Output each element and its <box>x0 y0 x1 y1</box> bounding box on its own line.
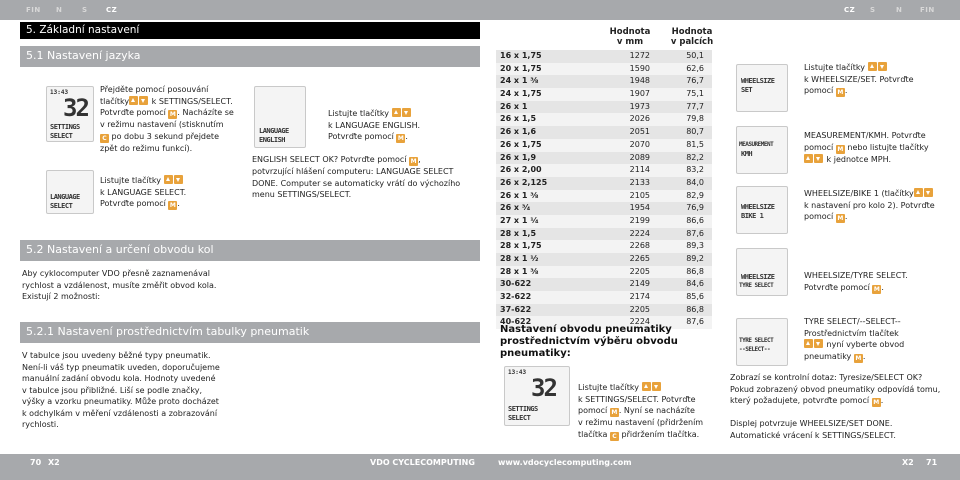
lcd-wheelsize-set <box>736 64 788 112</box>
m-key-icon: M <box>837 89 844 96</box>
block-title: Nastavení obvodu pneumatiky prostřednictvím výběru obvodu pneumatiky: <box>500 324 678 359</box>
lcd-line: MEASUREMENT <box>739 141 774 148</box>
top-bar-left <box>0 0 480 20</box>
inch-cell: 89,3 <box>686 241 704 251</box>
down-key-icon <box>924 188 933 197</box>
table-row <box>496 190 712 203</box>
table-row <box>496 304 712 317</box>
tyre-size-cell: 26 x 1,75 <box>500 139 542 149</box>
m-key-icon: M <box>873 399 880 406</box>
inch-cell: 81,5 <box>686 139 704 149</box>
table-row <box>496 228 712 241</box>
inch-cell: 84,0 <box>686 177 704 187</box>
up-key-icon <box>642 382 651 391</box>
tyre-size-cell: 26 x 1,9 <box>500 152 537 162</box>
c-key-icon: C <box>100 134 109 143</box>
tyre-size-cell: 27 x 1 ¹⁄₄ <box>500 215 539 225</box>
mm-cell: 2205 <box>629 304 650 314</box>
subsection-title-tyre-table: 5.2.1 Nastavení prostřednictvím tabulky pneumatik <box>20 322 480 343</box>
m-key-icon: M <box>169 202 176 209</box>
lang-n: N <box>896 6 903 14</box>
page-number-left: 70 <box>30 458 42 467</box>
mm-cell: 2133 <box>629 177 650 187</box>
table-row <box>496 113 712 126</box>
inch-cell: 83,2 <box>686 165 704 175</box>
lcd-line: --SELECT-- <box>739 346 771 353</box>
table-row <box>496 139 712 152</box>
m-key-icon: M <box>873 285 880 293</box>
lcd-line: SET <box>741 86 753 94</box>
up-key-icon <box>804 154 813 163</box>
mm-cell: 1272 <box>629 51 650 60</box>
mm-cell: 1590 <box>629 63 650 73</box>
lcd-line: LANGUAGE <box>259 127 289 135</box>
page-number-right: 71 <box>926 458 938 467</box>
tyre-size-cell: 40-622 <box>500 317 532 327</box>
up-key-icon <box>914 188 923 197</box>
paragraph-english-ok: ENGLISH SELECT OK? Potvrďte pomocí M , potvrzující hlášení computeru: LANGUAGE SELECT DONE. Computer se automaticky vrátí do výchozího menu SETTINGS/SELECT. <box>252 155 461 199</box>
tyre-size-cell: 30-622 <box>500 279 532 289</box>
inch-cell: 77,7 <box>686 101 704 111</box>
paragraph-block: Listujte tlačítky k SETTINGS/SELECT. Potvrďte pomocí M . Nyní se nacházíte v režimu nastavení (přidržením tlačítka C přidržením tlačítka. <box>578 383 704 440</box>
table-row <box>496 88 712 101</box>
subsection-title-language: 5.1 Nastavení jazyka <box>20 46 480 67</box>
lcd-wheelsize-tyre <box>736 248 788 296</box>
down-key-icon <box>814 339 823 348</box>
mm-cell: 2051 <box>629 127 650 137</box>
mm-cell: 2224 <box>629 228 650 238</box>
m-key-icon: M <box>410 158 417 165</box>
table-row <box>496 75 712 88</box>
mm-cell: 2070 <box>629 139 650 149</box>
inch-cell: 76,9 <box>686 203 704 213</box>
lcd-speed: 32 <box>63 94 88 122</box>
lcd-time: 13:43 <box>508 369 527 376</box>
mm-cell: 2174 <box>629 292 650 302</box>
footer-url[interactable]: www.vdocyclecomputing.com <box>498 458 632 467</box>
footer-brand: VDO CYCLECOMPUTING <box>370 458 475 467</box>
lcd-line: SETTINGS <box>508 405 538 413</box>
lcd-line: KMH <box>741 150 753 158</box>
mm-cell: 2026 <box>629 114 650 124</box>
up-key-icon <box>164 175 173 184</box>
inch-cell: 79,8 <box>686 114 704 124</box>
tyre-size-cell: 26 x ³⁄₄ <box>500 203 531 213</box>
tyre-size-cell: 24 x 1 ³⁄₈ <box>500 76 539 86</box>
paragraph-confirm: Zobrazí se kontrolní dotaz: Tyresize/SELECT OK? Pokud zobrazený obvod pneumatiky odpovídá tomu, který požadujete, potvrďte pomocí M . <box>730 373 941 406</box>
tyre-size-cell: 32-622 <box>500 292 532 302</box>
paragraph-tyre-choose: TYRE SELECT/--SELECT-- Prostřednictvím tlačítek nyní vyberte obvod pneumatiky M . <box>804 317 905 362</box>
c-key-icon: C <box>610 432 619 441</box>
down-key-icon <box>402 108 411 117</box>
tyre-size-cell: 26 x 2,00 <box>500 165 542 175</box>
lcd-line: WHEELSIZE <box>741 273 775 281</box>
paragraph-tyre-table: V tabulce jsou uvedeny běžné typy pneumatik. Není-li váš typ pneumatik uveden, doporučujeme manuální zadání obvodu kola. Hodnoty uvedené v tabulce jsou přibližné. Liší se podle značky, výšky a vzorku pneumatiky. Může proto docházet k odchylkám v měření vzdálenosti a zobrazování rychlosti. <box>22 351 220 429</box>
lang-fin: FIN <box>920 6 935 14</box>
top-bar-right <box>480 0 960 20</box>
lcd-measurement <box>736 126 788 174</box>
inch-cell: 84,6 <box>686 279 704 289</box>
table-row <box>496 63 712 76</box>
table-row <box>496 177 712 190</box>
mm-cell: 2149 <box>629 279 650 289</box>
table-row <box>496 240 712 253</box>
lcd-settings-select-2 <box>504 366 570 426</box>
mm-cell: 2268 <box>629 241 650 251</box>
mm-cell: 2265 <box>629 254 650 263</box>
m-key-icon: M <box>837 215 844 222</box>
lcd-language-select <box>46 170 94 214</box>
lang-n: N <box>56 6 63 14</box>
lcd-tyre-select <box>736 318 788 366</box>
tyre-table <box>496 50 712 329</box>
mm-cell: 2224 <box>629 317 650 327</box>
inch-cell: 82,9 <box>686 190 704 200</box>
table-row <box>496 202 712 215</box>
table-row <box>496 126 712 139</box>
paragraph-language-english: Listujte tlačítky k LANGUAGE ENGLISH. Potvrďte pomocí M . <box>328 109 421 142</box>
table-row <box>496 278 712 291</box>
lang-fin: FIN <box>26 6 41 14</box>
paragraph-measurement: MEASUREMENT/KMH. Potvrďte pomocí M nebo listujte tlačítky k jednotce MPH. <box>804 131 929 164</box>
lcd-line: LANGUAGE <box>50 193 80 201</box>
lcd-line: SETTINGS <box>50 123 80 131</box>
mm-cell: 2114 <box>629 165 650 175</box>
up-key-icon <box>804 339 813 348</box>
paragraph-wheelsize-set: Listujte tlačítky k WHEELSIZE/SET. Potvrďte pomocí M . <box>804 63 914 96</box>
lcd-line: WHEELSIZE <box>741 203 775 211</box>
table-row <box>496 266 712 279</box>
inch-cell: 89,2 <box>686 254 704 263</box>
lcd-line: TYRE SELECT <box>739 282 774 289</box>
paragraph-settings: Přejděte pomocí posouvání tlačítky k SETTINGS/SELECT. Potvrďte pomocí M . Nacházíte se v režimu nastavení (stisknutím C po dobu 3 sekund přejdete zpět do režimu funkcí). <box>100 85 234 153</box>
paragraph-done: Displej potvrzuje WHEELSIZE/SET DONE. Automatické vrácení k SETTINGS/SELECT. <box>730 419 896 440</box>
paragraph-language-select: Listujte tlačítky k LANGUAGE SELECT. Potvrďte pomocí M . <box>100 176 187 209</box>
m-key-icon: M <box>169 111 176 118</box>
lcd-language-english <box>254 86 306 148</box>
lcd-settings-select <box>46 86 94 142</box>
m-key-icon: M <box>611 409 618 416</box>
inch-cell: 87,6 <box>686 317 704 327</box>
inch-cell: 86,8 <box>686 304 704 314</box>
tyre-size-cell: 37-622 <box>500 304 532 314</box>
paragraph-wheel-intro: Aby cyklocomputer VDO přesně zaznamenával rychlost a vzdálenost, musíte změřit obvod kola. Existují 2 možnosti: <box>22 269 217 301</box>
lang-s: S <box>870 6 876 14</box>
m-key-icon: M <box>855 354 862 362</box>
mm-cell: 2199 <box>629 215 650 225</box>
tyre-size-cell: 28 x 1,5 <box>500 228 537 238</box>
down-key-icon <box>652 382 661 391</box>
tyre-size-cell: 28 x 1 ¹⁄₂ <box>500 254 539 263</box>
inch-cell: 50,1 <box>686 51 704 60</box>
table-row <box>496 164 712 177</box>
footer-right <box>480 454 960 480</box>
tyre-size-cell: 26 x 1 ³⁄₈ <box>500 190 539 200</box>
mm-cell: 1907 <box>629 89 650 99</box>
inch-cell: 87,6 <box>686 228 704 238</box>
down-key-icon <box>814 154 823 163</box>
down-key-icon <box>139 96 148 105</box>
down-key-icon <box>174 175 183 184</box>
inch-cell: 62,6 <box>686 63 704 73</box>
tyre-size-cell: 26 x 2,125 <box>500 177 548 187</box>
inch-cell: 86,6 <box>686 215 704 225</box>
table-row <box>496 253 712 266</box>
up-key-icon <box>392 108 401 117</box>
table-row <box>496 152 712 165</box>
footer-model-right: X2 <box>902 458 914 467</box>
footer-model-left: X2 <box>48 458 60 467</box>
lcd-wheelsize-bike <box>736 186 788 234</box>
tyre-size-cell: 24 x 1,75 <box>500 89 542 99</box>
tyre-size-cell: 28 x 1 ³⁄₈ <box>500 266 539 276</box>
lcd-line: BIKE 1 <box>741 212 764 220</box>
table-row <box>496 101 712 114</box>
col-head-mm: Hodnota v mm <box>609 27 651 47</box>
m-key-icon: M <box>837 145 844 153</box>
table-row <box>496 291 712 304</box>
inch-cell: 85,6 <box>686 292 704 302</box>
lang-cz: CZ <box>844 6 856 14</box>
paragraph-bike: WHEELSIZE/BIKE 1 (tlačítky k nastavení pro kolo 2). Potvrďte pomocí M . <box>804 189 935 222</box>
mm-cell: 1973 <box>629 101 650 111</box>
mm-cell: 2105 <box>629 190 650 200</box>
table-row <box>496 50 712 63</box>
table-row <box>496 215 712 228</box>
lcd-time: 13:43 <box>50 89 69 96</box>
down-key-icon <box>878 62 887 71</box>
col-head-inch: Hodnota v palcích <box>670 27 714 47</box>
inch-cell: 76,7 <box>686 76 704 86</box>
tyre-size-cell: 26 x 1 <box>500 101 528 111</box>
mm-cell: 2205 <box>629 266 650 276</box>
m-key-icon: M <box>397 135 404 142</box>
mm-cell: 2089 <box>629 152 650 162</box>
mm-cell: 1948 <box>629 76 650 86</box>
tyre-size-cell: 26 x 1,6 <box>500 127 537 137</box>
inch-cell: 75,1 <box>686 89 704 99</box>
lcd-line: WHEELSIZE <box>741 77 775 85</box>
lang-cz: CZ <box>106 6 118 14</box>
inch-cell: 80,7 <box>686 127 704 137</box>
mm-cell: 1954 <box>629 203 650 213</box>
subsection-title-wheel: 5.2 Nastavení a určení obvodu kol <box>20 240 480 261</box>
tyre-size-cell: 16 x 1,75 <box>500 51 542 60</box>
inch-cell: 82,2 <box>686 152 704 162</box>
lcd-line: SELECT <box>50 202 73 210</box>
inch-cell: 86,8 <box>686 266 704 276</box>
lcd-line: SELECT <box>508 414 531 422</box>
lang-s: S <box>82 6 88 14</box>
up-key-icon <box>868 62 877 71</box>
tyre-size-cell: 26 x 1,5 <box>500 114 537 124</box>
paragraph-tyre-select: WHEELSIZE/TYRE SELECT. Potvrďte pomocí M . <box>804 271 908 293</box>
lcd-line: SELECT <box>50 132 73 140</box>
lcd-line: TYRE SELECT <box>739 337 774 344</box>
lcd-line: ENGLISH <box>259 136 286 144</box>
tyre-size-cell: 20 x 1,75 <box>500 63 542 73</box>
up-key-icon <box>129 96 138 105</box>
tyre-size-cell: 28 x 1,75 <box>500 241 542 251</box>
footer-left <box>0 454 480 480</box>
section-title: 5. Základní nastavení <box>20 22 480 39</box>
lcd-speed: 32 <box>531 374 556 402</box>
